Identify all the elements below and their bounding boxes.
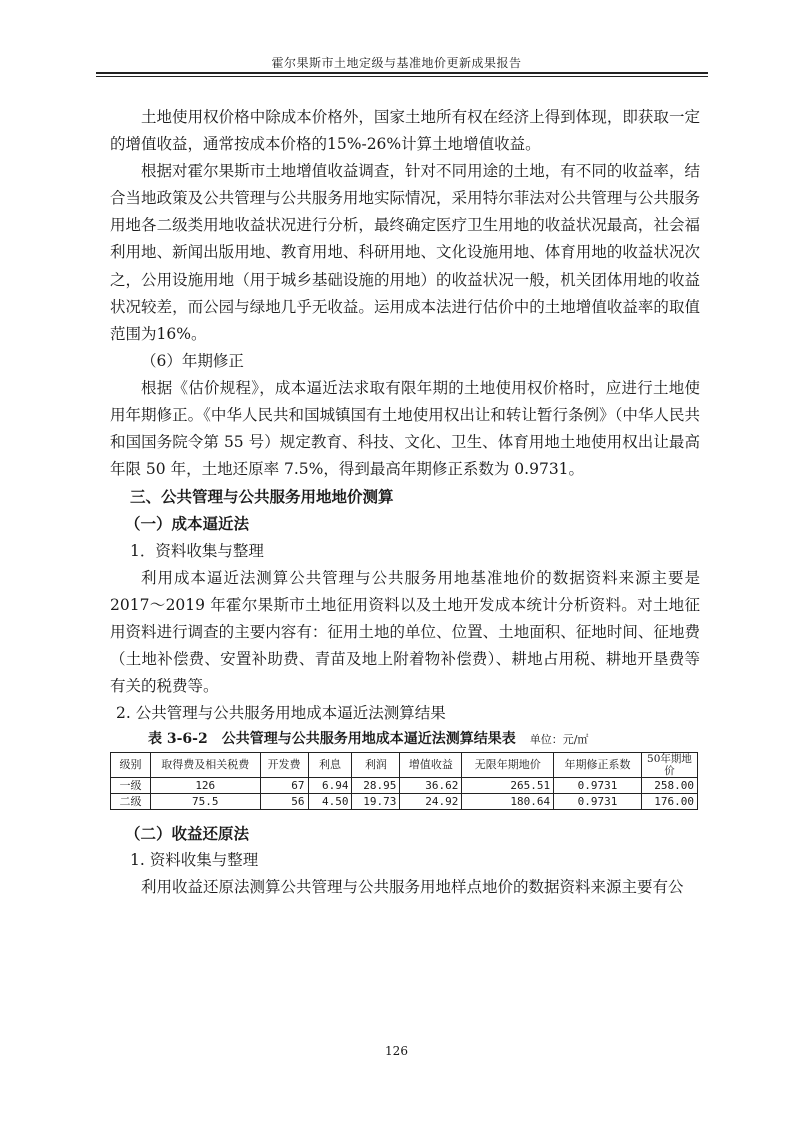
table-header: 利息 [308,753,352,778]
table-cell: 6.94 [308,778,352,794]
table-cell: 56 [260,794,308,810]
table-header: 50年期地价 [641,753,697,778]
paragraph: 根据对霍尔果斯市土地增值收益调查，针对不同用途的土地，有不同的收益率，结合当地政策及公共管理与公共服务用地实际情况，采用特尔菲法对公共管理与公共服务用地各二级类用地收益状况进行分析，最终确定医疗卫生用地的收益状况最高，社会福利用地、新闻出版用地、教育用地、科研用地、文化设施用地、体育用地的收益状况次之，公用设施用地（用于城乡基础设施的用地）的收益状况一般，机关团体用地的收益状况较差，而公园与绿地几乎无收益。运用成本法进行估价中的土地增值收益率的取值范围为16%。 [110,162,700,343]
table-header-row [111,753,698,778]
subheading-collect: 1. 资料收集与整理 [130,851,259,870]
header-rule [96,72,708,74]
table-cell: 258.00 [641,778,697,794]
subsection-heading-cost: （一）成本逼近法 [125,514,250,534]
table-cell: 126 [150,778,260,794]
paragraph: 利用成本逼近法测算公共管理与公共服务用地基准地价的数据资料来源主要是2017～2019 年霍尔果斯市土地征用资料以及土地开发成本统计分析资料。对土地征用资料进行调查的主要内容有：征用土地的单位、位置、土地面积、征地时间、征地费（土地补偿费、安置补助费、青苗及地上附着物补偿费）、耕地占用税、耕地开垦费等有关的税费等。 [110,568,700,695]
table-caption: 表 3-6-2 公共管理与公共服务用地成本逼近法测算结果表 [148,731,516,748]
paragraph: 利用收益还原法测算公共管理与公共服务用地样点地价的数据资料来源主要有公 [141,878,684,897]
table-cell: 一级 [111,778,151,794]
result-table [110,752,698,810]
page-body [110,104,700,901]
subheading-result: 2. 公共管理与公共服务用地成本逼近法测算结果 [116,704,446,723]
paragraph: 土地使用权价格中除成本价格外，国家土地所有权在经济上得到体现，即获取一定的增值收益，通常按成本价格的15%-26%计算土地增值收益。 [110,108,700,154]
table-header: 增值收益 [400,753,462,778]
table-cell: 0.9731 [554,778,642,794]
table-cell: 75.5 [150,794,260,810]
table-header: 开发费 [260,753,308,778]
table-cell: 180.64 [462,794,554,810]
header-rule-thin [96,76,708,77]
table-cell: 0.9731 [554,794,642,810]
table-row [111,794,698,810]
page-header: 霍尔果斯市土地定级与基准地价更新成果报告 [271,56,522,70]
table-cell: 24.92 [400,794,462,810]
table-cell: 28.95 [352,778,400,794]
table-cell: 67 [260,778,308,794]
table-header: 年期修正系数 [554,753,642,778]
table-cell: 176.00 [641,794,697,810]
table-unit: 单位：元/㎡ [529,733,589,747]
table-cell: 265.51 [462,778,554,794]
table-header: 利润 [352,753,400,778]
table-header: 取得费及相关税费 [150,753,260,778]
subsection-heading-income: （二）收益还原法 [125,824,250,844]
table-cell: 19.73 [352,794,400,810]
page-number: 126 [385,1044,408,1058]
table-cell: 4.50 [308,794,352,810]
paragraph: 根据《估价规程》，成本逼近法求取有限年期的土地使用权价格时，应进行土地使用年期修正。《中华人民共和国城镇国有土地使用权出让和转让暂行条例》（中华人民共和国国务院令第 55 号）规定教育、科技、文化、卫生、体育用地土地使用权出让最高年限 50 年，土地还原率 7.5%，得到最高年期修正系数为 0.9731。 [110,378,700,479]
table-cell: 二级 [111,794,151,810]
table-row [111,778,698,794]
subheading-collect: 1．资料收集与整理 [130,541,264,560]
table-header: 级别 [111,753,151,778]
section-heading: 三、公共管理与公共服务用地地价测算 [130,487,394,507]
table-caption-row [110,729,700,750]
spacer [110,810,700,820]
table-cell: 36.62 [400,778,462,794]
subheading-term-correction: （6）年期修正 [141,351,244,370]
table-header: 无限年期地价 [462,753,554,778]
